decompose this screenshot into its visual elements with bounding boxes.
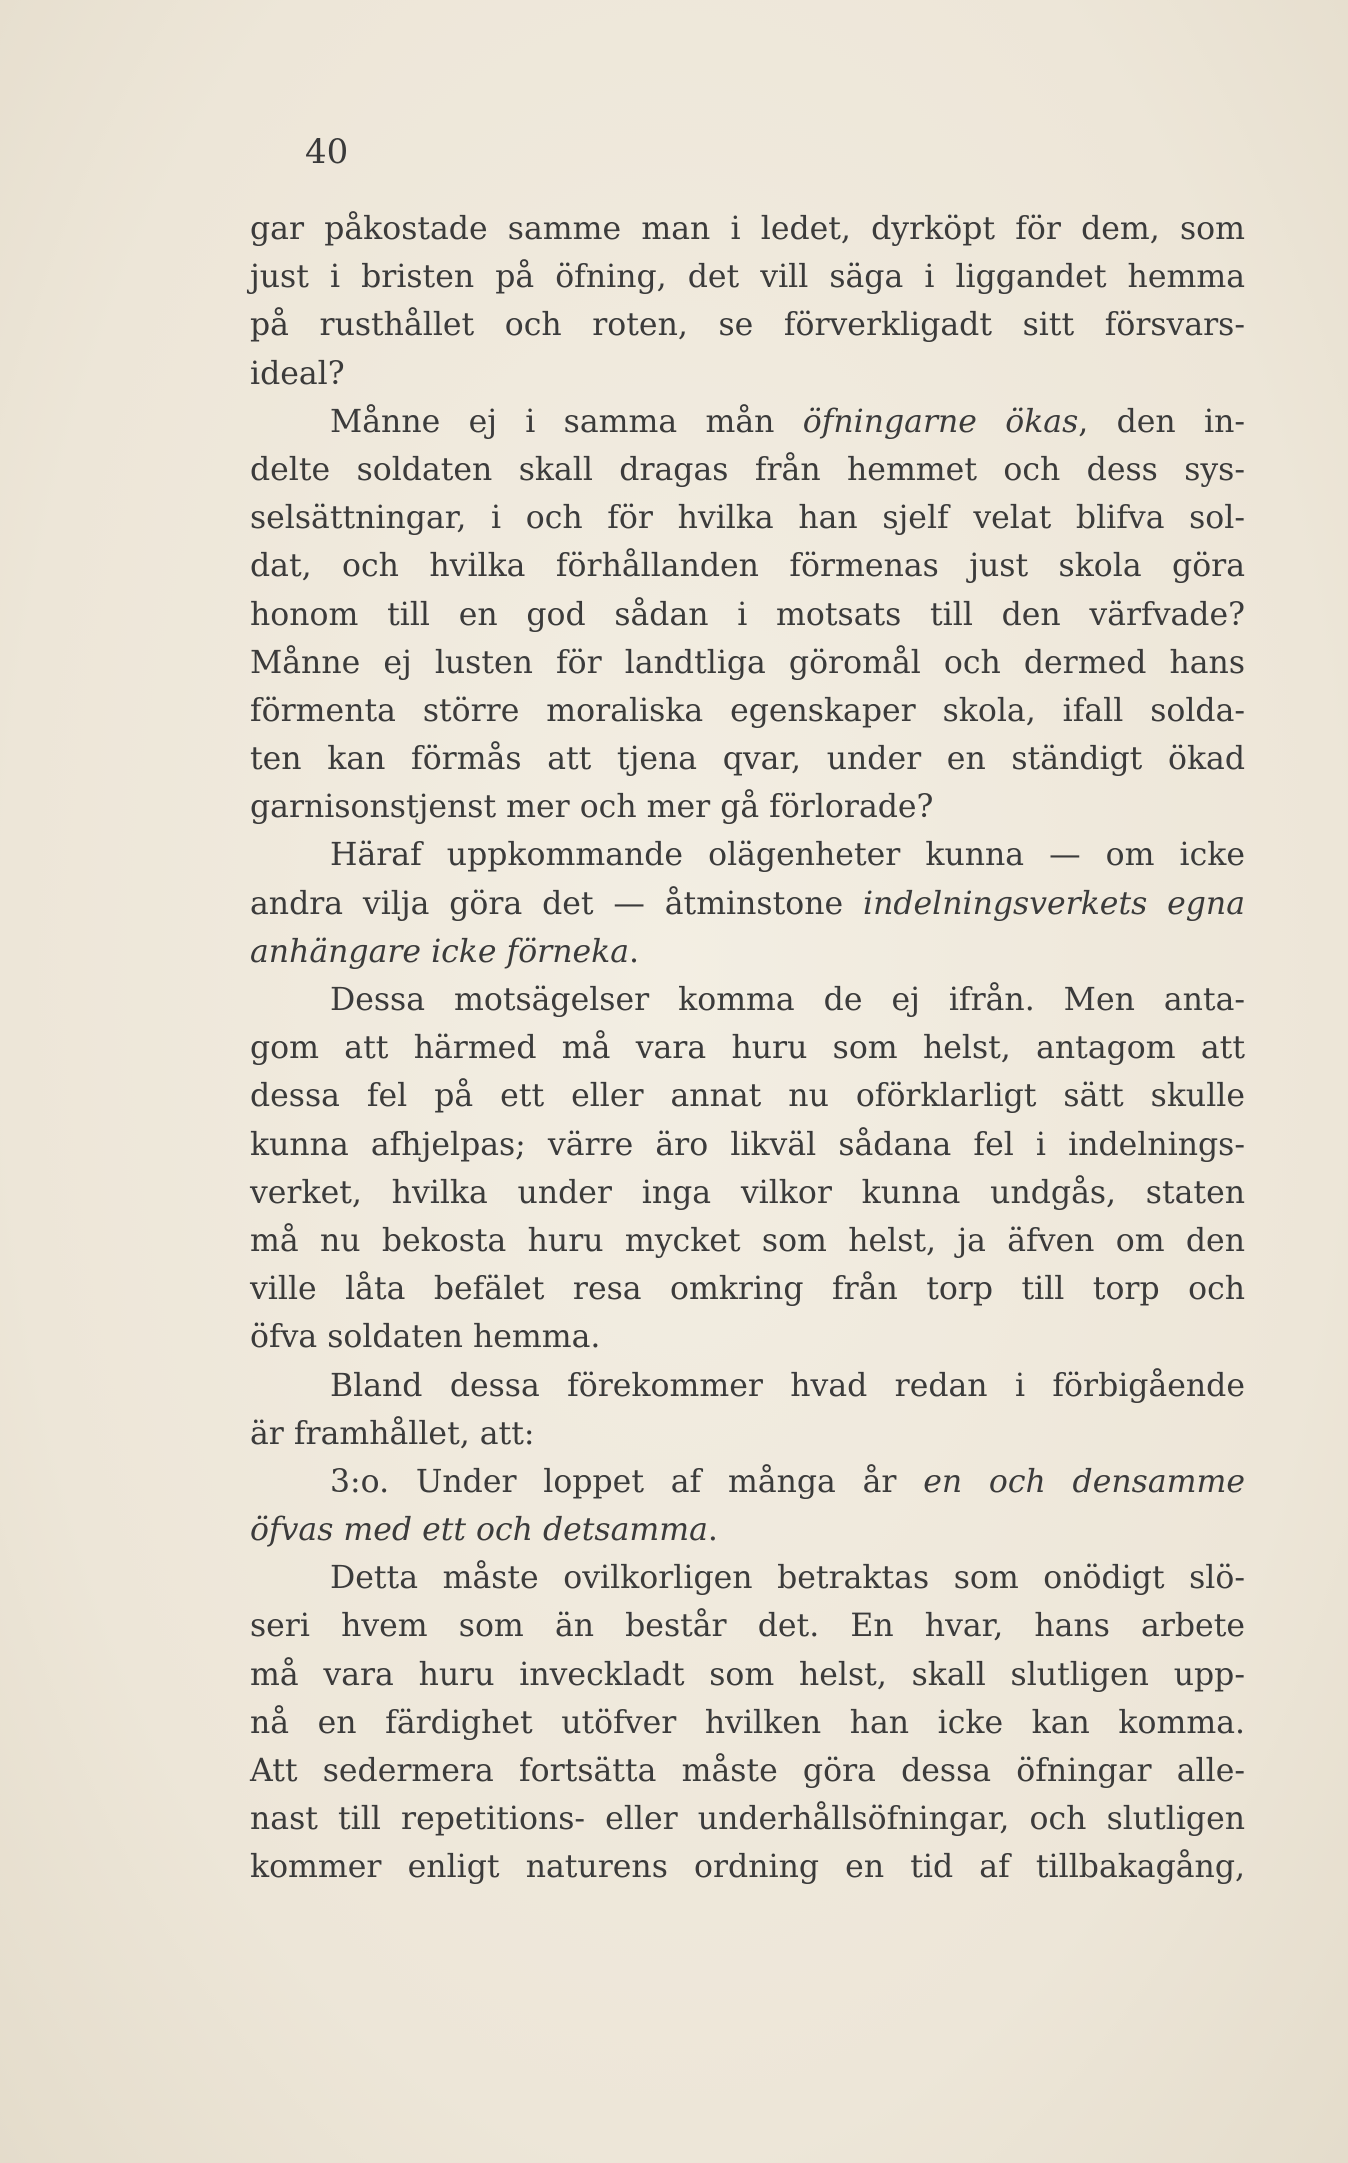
text-line: nå en färdighet utöfver hvilken han icke kan komma. [250,1704,1245,1741]
italic-text: öfningarne ökas [802,403,1079,440]
text-line: på rusthållet och roten, se förverkligadt sitt försvars- [250,307,1245,344]
text-line: Att sedermera fortsätta måste göra dessa öfningar alle- [250,1753,1245,1789]
text-line: anhängare icke förneka. [250,933,640,970]
text-line: är framhållet, att: [250,1415,535,1452]
text-line: ten kan förmås att tjena qvar, under en ständigt ökad [250,741,1245,778]
text-line: öfvas med ett och detsamma. [250,1512,718,1549]
text-line: Dessa motsägelser komma de ej ifrån. Men anta- [330,982,1245,1018]
italic-text: anhängare icke förneka [250,933,630,970]
italic-text: öfvas med ett och detsamma [250,1512,708,1549]
text-line: Häraf uppkommande olägenheter kunna — om icke [330,837,1245,874]
text-line: garnisonstjenst mer och mer gå förlorade? [250,789,934,826]
text-line: verket, hvilka under inga vilkor kunna undgås, staten [250,1174,1245,1211]
text-line: selsättningar, i och för hvilka han sjelf velat blifva sol- [250,500,1245,537]
text-line: delte soldaten skall dragas från hemmet och dess sys- [250,451,1245,488]
text-line: Månne ej lusten för landtliga göromål och dermed hans [250,644,1245,681]
text-line: ville låta befälet resa omkring från torp till torp och [250,1271,1245,1308]
text-line: nast till repetitions- eller underhållsöfningar, och slutligen [250,1801,1245,1838]
text-line: dessa fel på ett eller annat nu oförklarligt sätt skulle [250,1078,1245,1115]
text-line: gar påkostade samme man i ledet, dyrköpt för dem, som [250,211,1245,247]
text-line: må nu bekosta huru mycket som helst, ja äfven om den [250,1222,1245,1259]
text-line: Månne ej i samma mån öfningarne ökas, den in- [330,403,1246,440]
text-line: Bland dessa förekommer hvad redan i förbigående [330,1367,1245,1404]
italic-text: indelningsverkets egna [863,885,1245,922]
text-line: dat, och hvilka förhållanden förmenas just skola göra [250,548,1245,585]
text-line: honom till en god sådan i motsats till den värfvade? [250,596,1245,633]
page-number: 40 [305,132,349,172]
text-line: seri hvem som än består det. En hvar, hans arbete [250,1608,1245,1645]
text-line: andra vilja göra det — åtminstone indelningsverkets egna [250,885,1245,922]
text-line: Detta måste ovilkorligen betraktas som onödigt slö- [330,1560,1245,1597]
text-line: förmenta större moraliska egenskaper skola, ifall solda- [250,692,1245,729]
italic-text: en och densamme [923,1463,1245,1500]
text-line: just i bristen på öfning, det vill säga i liggandet hemma [250,259,1245,296]
text-line: 3:o. Under loppet af många år en och densamme [330,1463,1245,1500]
text-line: kommer enligt naturens ordning en tid af tillbakagång, [250,1849,1245,1886]
text-line: ideal? [250,355,345,392]
body-text [250,205,1245,1892]
text-line: gom att härmed må vara huru som helst, antagom att [250,1030,1245,1067]
text-line: öfva soldaten hemma. [250,1319,601,1356]
text-line: kunna afhjelpas; värre äro likväl sådana fel i indelnings- [250,1126,1245,1163]
text-line: må vara huru inveckladt som helst, skall slutligen upp- [250,1656,1245,1693]
